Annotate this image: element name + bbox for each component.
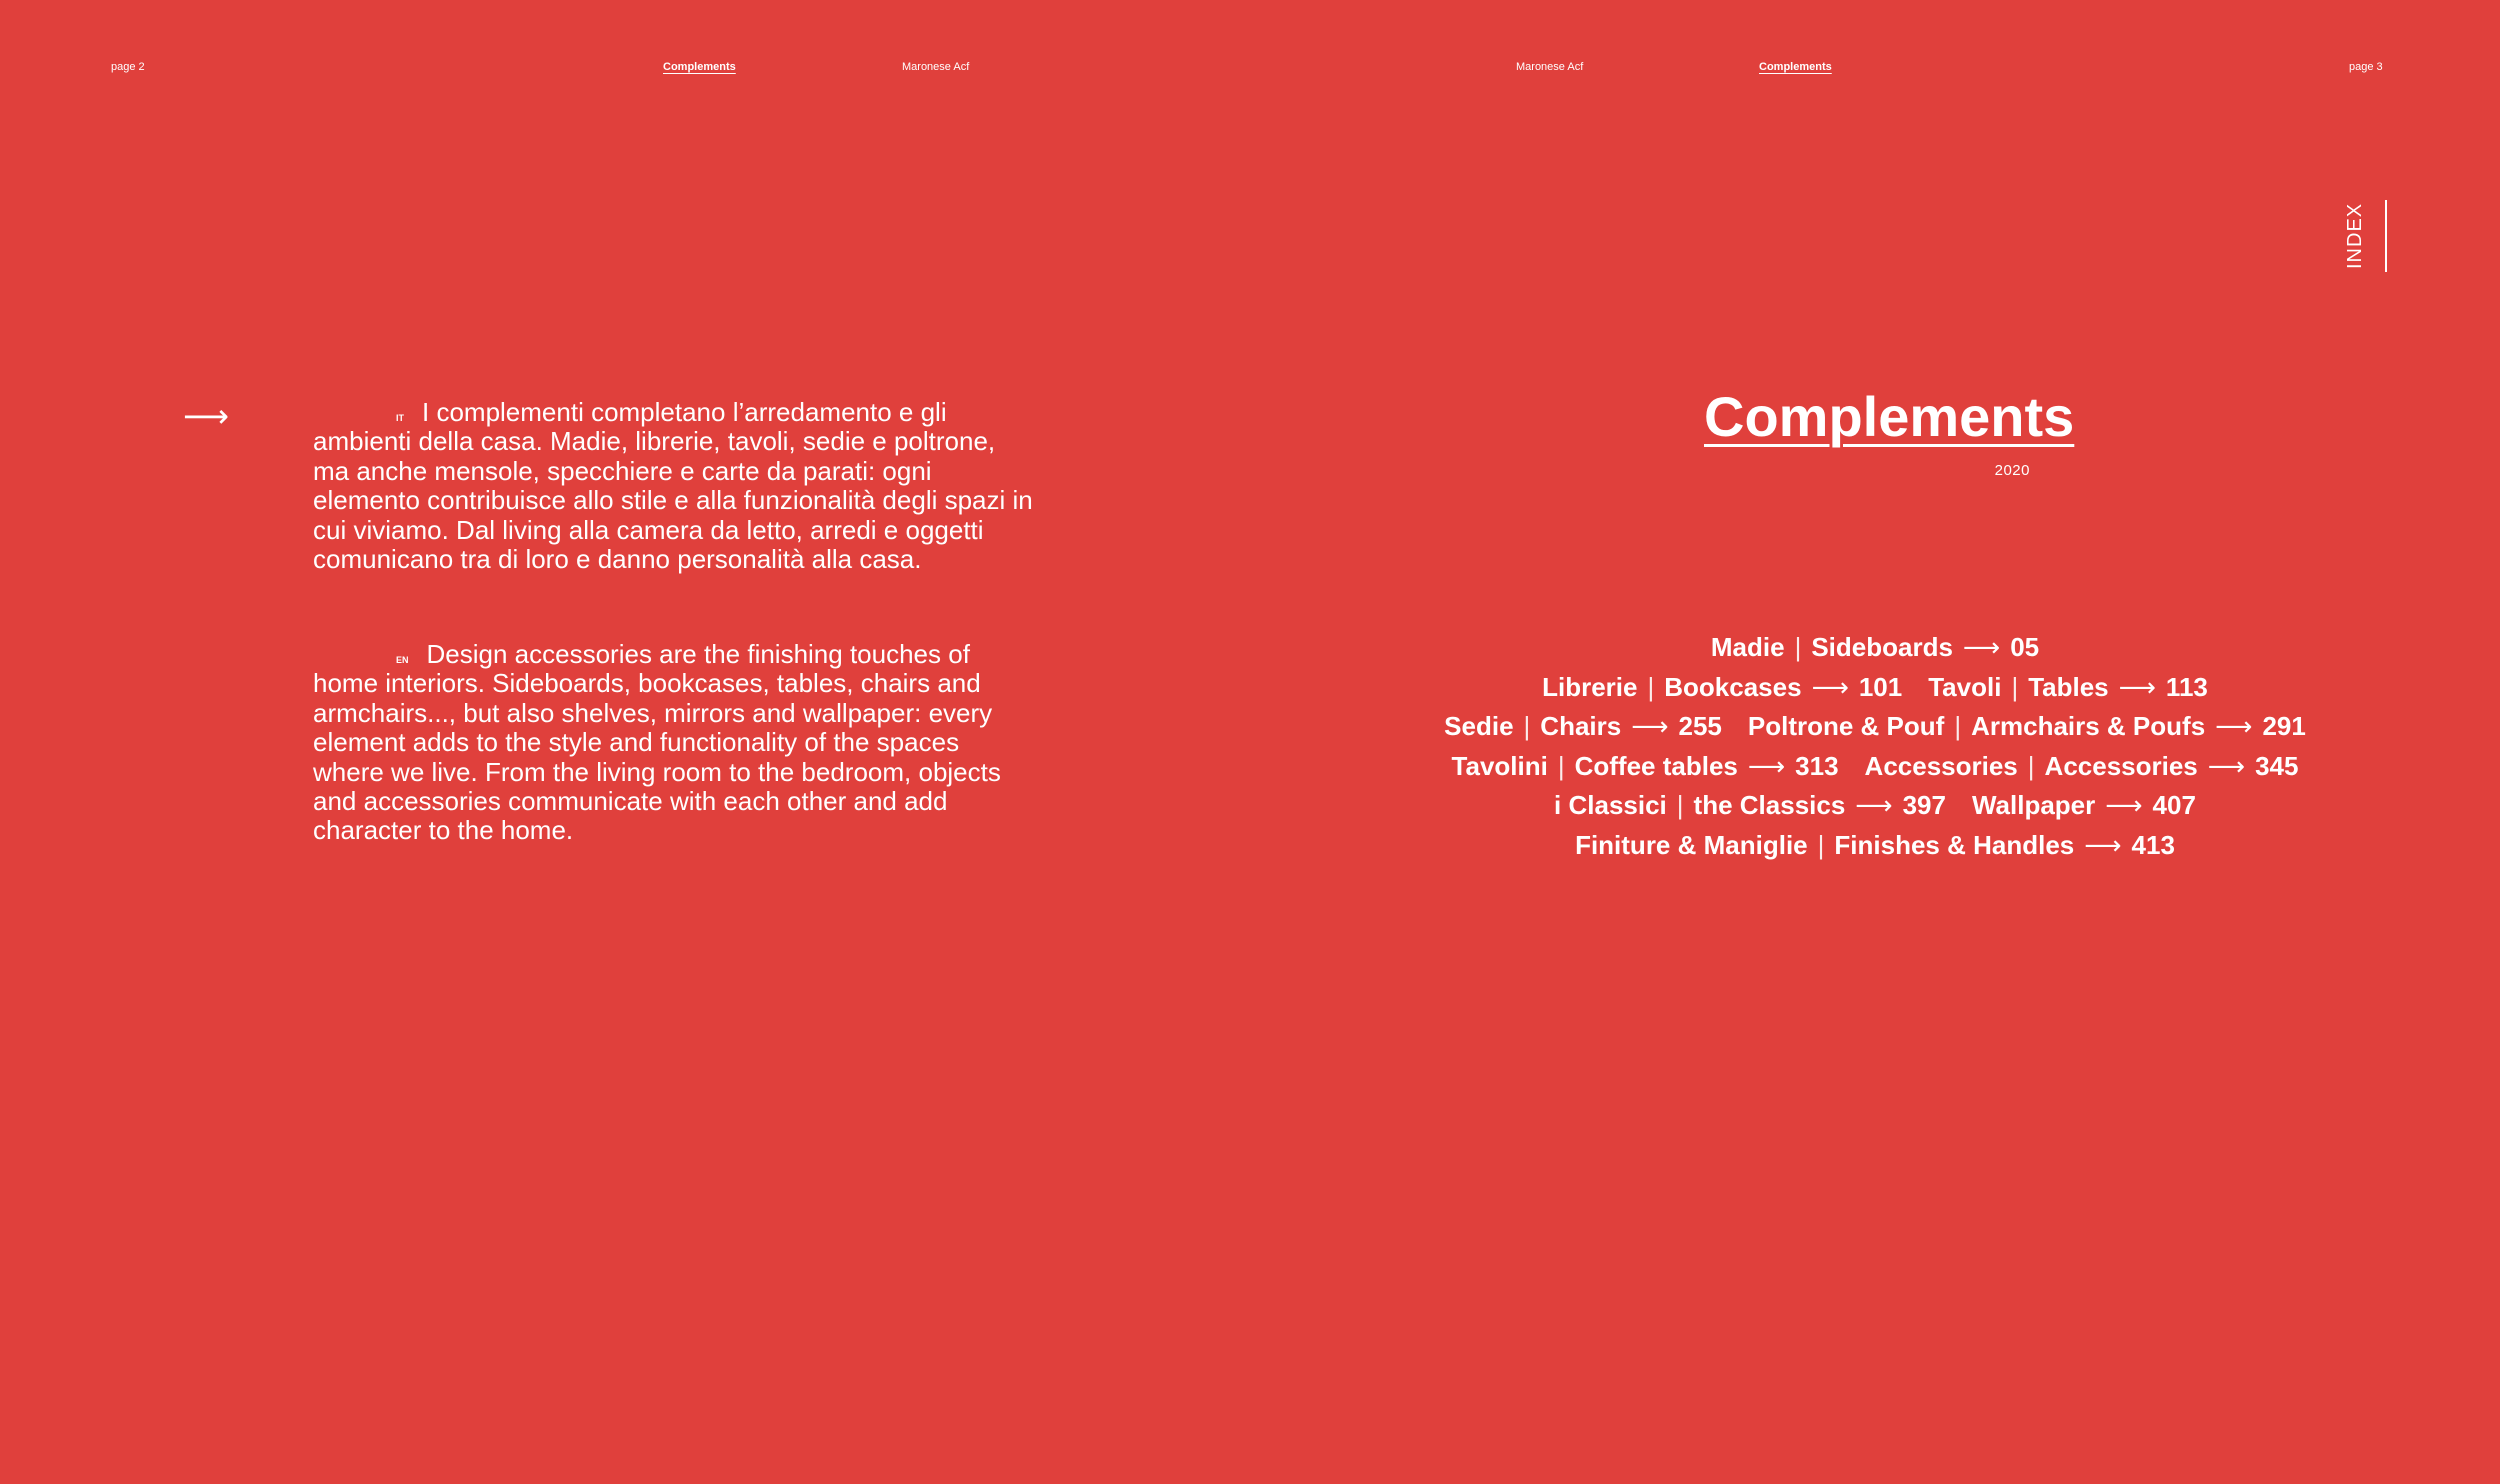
entry-page-number: 101 bbox=[1858, 671, 1903, 702]
entry-label-it: Wallpaper bbox=[1971, 790, 2096, 820]
index-line bbox=[1400, 707, 2350, 747]
index-entry-finishes[interactable] bbox=[1575, 826, 2175, 866]
index-line bbox=[1400, 786, 2350, 826]
separator: | bbox=[2011, 671, 2019, 702]
intro-text-en: Design accessories are the finishing touches of home interiors. Sideboards, bookcases, tables, chairs and armchairs..., but also shelves, mirrors and wallpaper: every element adds to the style and functionality of the spaces where we live. From the living room to the bedroom, objects and accessories communicate with each other and add character to the home. bbox=[313, 639, 1001, 846]
separator: | bbox=[1817, 829, 1825, 860]
index-tab-label: INDEX bbox=[2344, 202, 2366, 270]
arrow-right-icon: ⟶ bbox=[183, 398, 229, 434]
arrow-right-icon: ⟶ bbox=[1855, 790, 1893, 820]
entry-page-number: 407 bbox=[2152, 790, 2196, 820]
index-entry-armchairs[interactable] bbox=[1748, 707, 2306, 747]
entry-label-it: Poltrone & Pouf bbox=[1747, 711, 1945, 741]
index-entry-sideboards[interactable] bbox=[1711, 628, 2039, 668]
intro-paragraph-en bbox=[313, 640, 1033, 846]
index-list bbox=[1400, 628, 2350, 865]
index-entry-wallpaper[interactable] bbox=[1972, 786, 2196, 826]
arrow-right-icon: ⟶ bbox=[2118, 671, 2156, 702]
page-title: Complements bbox=[1704, 385, 2075, 448]
index-tab-bar bbox=[2385, 200, 2387, 272]
entry-label-en: Bookcases bbox=[1664, 671, 1802, 702]
arrow-right-icon: ⟶ bbox=[1631, 711, 1669, 741]
separator: | bbox=[1676, 790, 1684, 820]
arrow-right-icon: ⟶ bbox=[1962, 632, 2001, 662]
header-brand-left: Maronese Acf bbox=[902, 61, 970, 73]
lang-tag-it: IT bbox=[396, 413, 404, 423]
entry-label-it: Tavoli bbox=[1928, 671, 2002, 702]
entry-page-number: 397 bbox=[1902, 790, 1946, 820]
separator: | bbox=[1523, 711, 1531, 741]
entry-label-it: i Classici bbox=[1554, 790, 1667, 820]
index-tab[interactable] bbox=[2345, 200, 2387, 272]
entry-label-it: Tavolini bbox=[1451, 750, 1548, 781]
index-entry-chairs[interactable] bbox=[1444, 707, 1722, 747]
separator: | bbox=[1794, 632, 1802, 662]
index-entry-coffee-tables[interactable] bbox=[1452, 747, 1839, 787]
arrow-right-icon: ⟶ bbox=[1811, 671, 1849, 702]
entry-label-it: Accessories bbox=[1864, 750, 2018, 781]
arrow-right-icon: ⟶ bbox=[2084, 829, 2122, 860]
entry-label-it: Librerie bbox=[1542, 671, 1638, 702]
header-section-right[interactable]: Complements bbox=[1759, 61, 1832, 73]
index-entry-tables[interactable] bbox=[1928, 668, 2208, 708]
page-number-right: page 3 bbox=[2349, 61, 2383, 73]
entry-page-number: 05 bbox=[2010, 632, 2040, 662]
intro-text-it: I complementi completano l’arredamento e gli ambienti della casa. Madie, librerie, tavoli, sedie e poltrone, ma anche mensole, specchiere e carte da parati: ogni elemento contribuisce allo stile e alla funzionalità degli spazi in cui viviamo. Dal living alla camera da letto, arredi e oggetti comunicano tra di loro e danno personalità alla casa. bbox=[313, 397, 1033, 575]
arrow-right-icon: ⟶ bbox=[2105, 790, 2143, 820]
entry-label-en: the Classics bbox=[1693, 790, 1846, 820]
index-line bbox=[1400, 628, 2350, 668]
index-line bbox=[1400, 668, 2350, 708]
entry-page-number: 345 bbox=[2255, 750, 2299, 781]
separator: | bbox=[1647, 671, 1655, 702]
index-line bbox=[1400, 826, 2350, 866]
separator: | bbox=[1557, 750, 1565, 781]
entry-label-en: Armchairs & Poufs bbox=[1971, 711, 2206, 741]
separator: | bbox=[2027, 750, 2035, 781]
entry-label-en: Chairs bbox=[1540, 711, 1622, 741]
entry-label-it: Madie bbox=[1710, 632, 1785, 662]
index-entry-accessories[interactable] bbox=[1865, 747, 2299, 787]
arrow-right-icon: ⟶ bbox=[2215, 711, 2253, 741]
entry-page-number: 413 bbox=[2131, 829, 2175, 860]
entry-label-it: Finiture & Maniglie bbox=[1575, 829, 1808, 860]
entry-page-number: 255 bbox=[1678, 711, 1722, 741]
index-line bbox=[1400, 747, 2350, 787]
entry-label-en: Sideboards bbox=[1811, 632, 1953, 662]
index-entry-bookcases[interactable] bbox=[1542, 668, 1902, 708]
entry-page-number: 313 bbox=[1795, 750, 1839, 781]
separator: | bbox=[1954, 711, 1962, 741]
header-section-left[interactable]: Complements bbox=[663, 61, 736, 73]
arrow-right-icon: ⟶ bbox=[1747, 750, 1786, 781]
entry-label-en: Tables bbox=[2028, 671, 2109, 702]
year-label: 2020 bbox=[1994, 462, 2030, 479]
entry-label-en: Finishes & Handles bbox=[1834, 829, 2075, 860]
lang-tag-en: EN bbox=[396, 655, 409, 665]
entry-label-en: Coffee tables bbox=[1574, 750, 1738, 781]
entry-page-number: 113 bbox=[2165, 671, 2208, 702]
entry-label-en: Accessories bbox=[2044, 750, 2198, 781]
page-number-left: page 2 bbox=[111, 61, 145, 73]
entry-label-it: Sedie bbox=[1444, 711, 1514, 741]
index-entry-classics[interactable] bbox=[1554, 786, 1946, 826]
header-brand-right: Maronese Acf bbox=[1516, 61, 1584, 73]
intro-paragraph-it bbox=[313, 398, 1033, 574]
entry-page-number: 291 bbox=[2262, 711, 2306, 741]
arrow-right-icon: ⟶ bbox=[2207, 750, 2246, 781]
